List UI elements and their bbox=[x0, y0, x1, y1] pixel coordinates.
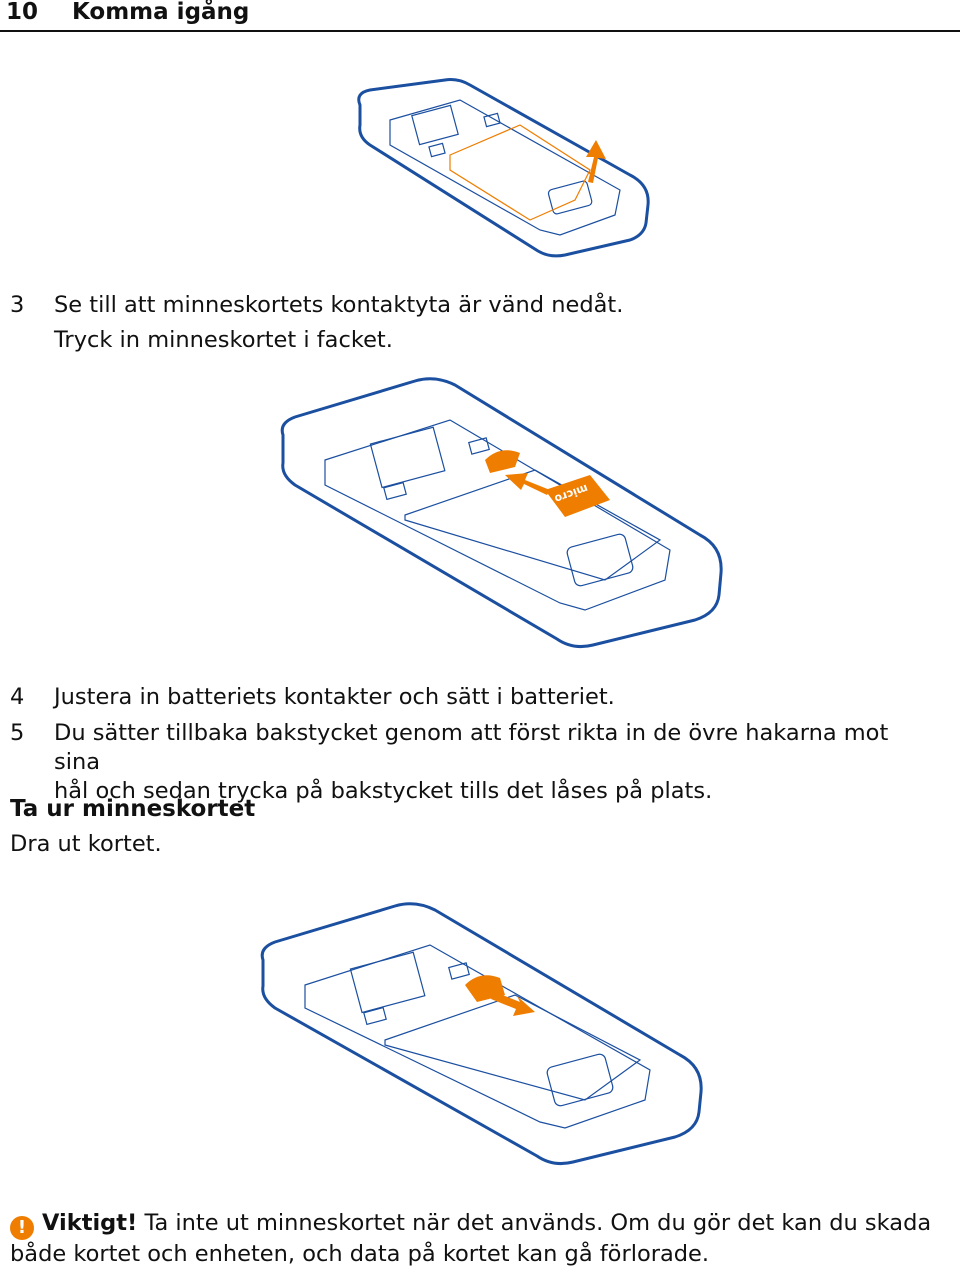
warning-note bbox=[10, 1209, 955, 1269]
figure-remove-card bbox=[255, 900, 705, 1175]
warning-text: Ta inte ut minneskortet när det används. Om du gör det kan du skada både kortet och enheten, och data på kortet kan gå förlorade. bbox=[10, 1210, 932, 1267]
section-body: Dra ut kortet. bbox=[10, 831, 162, 857]
figure-remove-battery bbox=[350, 75, 660, 265]
step-line: Se till att minneskortets kontaktyta är vänd nedåt. bbox=[54, 292, 624, 318]
step-line: Du sätter tillbaka bakstycket genom att först rikta in de övre hakarna mot sina bbox=[54, 720, 889, 775]
arrow-left-icon bbox=[505, 473, 550, 495]
page-header bbox=[0, 0, 960, 32]
warning-label: Viktigt! bbox=[42, 1210, 138, 1236]
step-text bbox=[54, 683, 940, 712]
chapter-title: Komma igång bbox=[72, 0, 250, 25]
step-line: Justera in batteriets kontakter och sätt i batteriet. bbox=[54, 684, 615, 710]
step-number: 5 bbox=[10, 720, 25, 746]
phone-back-outline bbox=[359, 80, 648, 256]
step-line: hål och sedan trycka på bakstycket tills det låses på plats. bbox=[54, 778, 713, 804]
step-number: 3 bbox=[10, 292, 25, 318]
step-text bbox=[54, 719, 940, 806]
exclamation-icon: ! bbox=[10, 1216, 34, 1240]
section-heading: Ta ur minneskortet bbox=[10, 796, 256, 822]
memory-card bbox=[485, 450, 610, 517]
step-text bbox=[54, 291, 940, 355]
phone-back-outline bbox=[282, 379, 721, 647]
page-number: 10 bbox=[6, 0, 39, 25]
step-number: 4 bbox=[10, 684, 25, 710]
phone-back-outline bbox=[262, 904, 701, 1164]
figure-insert-card bbox=[275, 375, 727, 660]
step-line: Tryck in minneskortet i facket. bbox=[54, 327, 393, 353]
card-label: micro bbox=[552, 481, 590, 506]
